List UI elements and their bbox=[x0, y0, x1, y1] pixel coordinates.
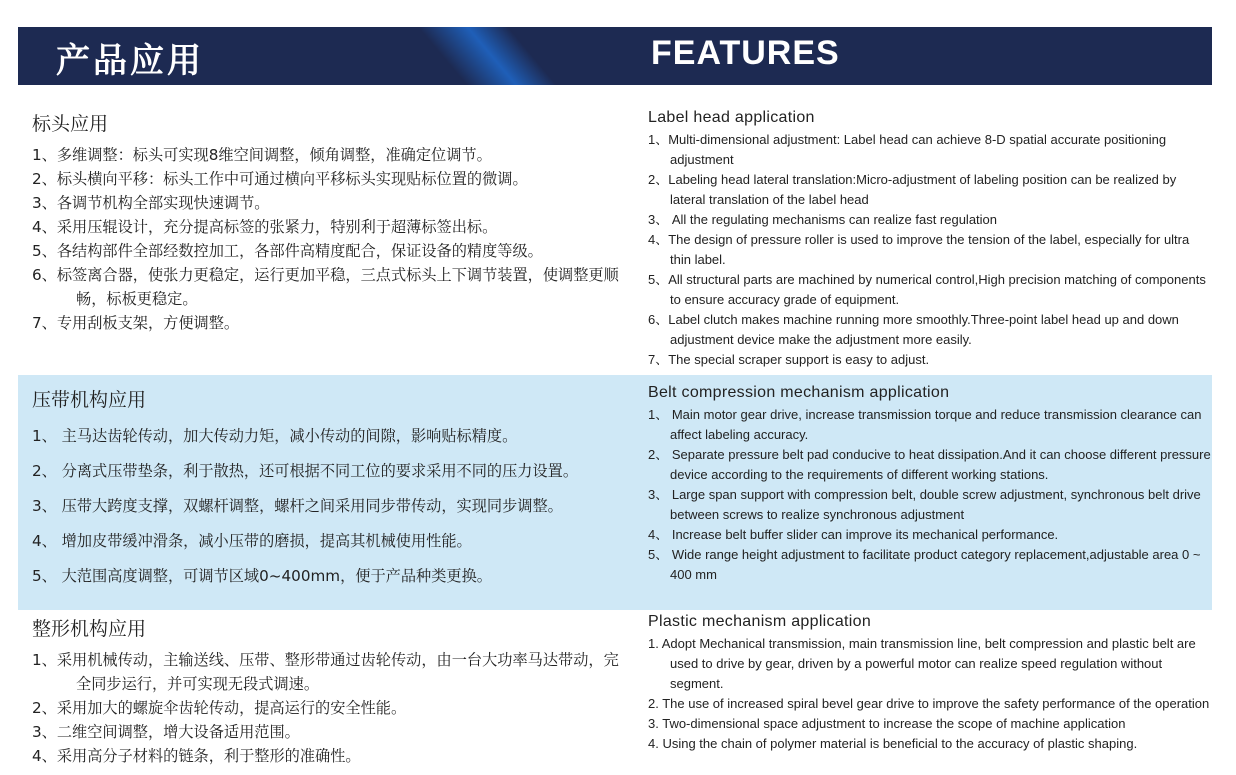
list-item: 3、二维空间调整，增大设备适用范围。 bbox=[32, 723, 300, 741]
list-item: 1. Adopt Mechanical transmission, main transmission line, belt compression and plastic belt are used to drive by gear, driven by a powerful motor can realize speed regulation without segment. bbox=[648, 636, 1196, 691]
list-item: 5、All structural parts are machined by numerical control,High precision matching of components to ensure accuracy grade of equipment. bbox=[648, 272, 1206, 307]
feature-list-en bbox=[648, 130, 1213, 370]
header-title-en: FEATURES bbox=[651, 34, 840, 72]
list-item: 1、 Main motor gear drive, increase transmission torque and reduce transmission clearance can affect labeling accuracy. bbox=[648, 407, 1202, 442]
list-item: 1、Multi-dimensional adjustment: Label head can achieve 8-D spatial accurate positioning adjustment bbox=[648, 132, 1167, 167]
list-item: 4、 Increase belt buffer slider can improve its mechanical performance. bbox=[648, 527, 1059, 542]
list-item: 4、 增加皮带缓冲滑条，减小压带的磨损，提高其机械使用性能。 bbox=[32, 532, 472, 550]
section-label-head-cn bbox=[32, 111, 632, 335]
section-title-cn: 标头应用 bbox=[32, 113, 109, 135]
section-title-cn: 压带机构应用 bbox=[32, 389, 147, 411]
feature-list-cn bbox=[32, 648, 632, 768]
list-item: 6、标签离合器，使张力更稳定，运行更加平稳，三点式标头上下调节装置，使调整更顺畅，标板更稳定。 bbox=[32, 266, 619, 308]
header-banner bbox=[18, 27, 1212, 85]
header-accent-stripe bbox=[418, 27, 557, 85]
list-item: 7、专用刮板支架，方便调整。 bbox=[32, 314, 240, 332]
feature-list-cn bbox=[32, 419, 632, 594]
list-item: 3、 Large span support with compression belt, double screw adjustment, synchronous belt drive between screws to realize synchronous adjustment bbox=[648, 487, 1201, 522]
list-item: 1、 主马达齿轮传动，加大传动力矩，减小传动的间隙，影响贴标精度。 bbox=[32, 427, 518, 445]
section-title-cn: 整形机构应用 bbox=[32, 618, 147, 640]
list-item: 3. Two-dimensional space adjustment to increase the scope of machine application bbox=[648, 716, 1126, 731]
list-item: 4、采用高分子材料的链条，利于整形的准确性。 bbox=[32, 747, 361, 765]
feature-list-en bbox=[648, 405, 1213, 585]
section-plastic-mechanism-cn bbox=[32, 616, 632, 768]
list-item: 5、各结构部件全部经数控加工，各部件高精度配合，保证设备的精度等级。 bbox=[32, 242, 543, 260]
list-item: 2、 分离式压带垫条，利于散热，还可根据不同工位的要求采用不同的压力设置。 bbox=[32, 462, 579, 480]
list-item: 2、标头横向平移：标头工作中可通过横向平移标头实现贴标位置的微调。 bbox=[32, 170, 528, 188]
list-item: 4、The design of pressure roller is used to improve the tension of the label, especially for ultra thin label. bbox=[648, 232, 1190, 267]
list-item: 2、Labeling head lateral translation:Micro-adjustment of labeling position can be realized by lateral translation of the label head bbox=[648, 172, 1177, 207]
list-item: 3、 压带大跨度支撑，双螺杆调整，螺杆之间采用同步带传动，实现同步调整。 bbox=[32, 497, 563, 515]
list-item: 2. The use of increased spiral bevel gear drive to improve the safety performance of the operation bbox=[648, 696, 1210, 711]
list-item: 1、采用机械传动，主输送线、压带、整形带通过齿轮传动，由一台大功率马达带动，完全同步运行，并可实现无段式调速。 bbox=[32, 651, 619, 693]
section-belt-compression bbox=[18, 375, 1212, 610]
section-title-en: Plastic mechanism application bbox=[648, 613, 872, 630]
feature-list-en bbox=[648, 634, 1213, 754]
section-belt-compression-cn bbox=[32, 387, 632, 594]
list-item: 6、Label clutch makes machine running more smoothly.Three-point label head up and down adjustment device make the adjustment more easily. bbox=[648, 312, 1179, 347]
feature-list-cn bbox=[32, 143, 632, 335]
section-plastic-mechanism bbox=[18, 612, 1212, 775]
list-item: 2、采用加大的螺旋伞齿轮传动，提高运行的安全性能。 bbox=[32, 699, 407, 717]
section-title-en: Belt compression mechanism application bbox=[648, 384, 950, 401]
list-item: 1、多维调整：标头可实现8维空间调整，倾角调整，准确定位调节。 bbox=[32, 146, 492, 164]
list-item: 4、采用压辊设计，充分提高标签的张紧力，特别利于超薄标签出标。 bbox=[32, 218, 498, 236]
section-belt-compression-en bbox=[648, 383, 1213, 585]
list-item: 4. Using the chain of polymer material is beneficial to the accuracy of plastic shaping. bbox=[648, 736, 1138, 751]
section-label-head bbox=[18, 103, 1212, 373]
list-item: 2、 Separate pressure belt pad conducive to heat dissipation.And it can choose different pressure device according to the requirements of different working stations. bbox=[648, 447, 1211, 482]
section-label-head-en bbox=[648, 108, 1213, 370]
header-title-cn: 产品应用 bbox=[56, 41, 204, 81]
section-title-en: Label head application bbox=[648, 109, 815, 126]
list-item: 3、 All the regulating mechanisms can realize fast regulation bbox=[648, 212, 998, 227]
list-item: 5、 Wide range height adjustment to facilitate product category replacement,adjustable area 0 ~ 400 mm bbox=[648, 547, 1201, 582]
list-item: 5、 大范围高度调整，可调节区域0~400mm，便于产品种类更换。 bbox=[32, 567, 492, 585]
section-plastic-mechanism-en bbox=[648, 612, 1213, 754]
list-item: 7、The special scraper support is easy to adjust. bbox=[648, 352, 930, 367]
list-item: 3、各调节机构全部实现快速调节。 bbox=[32, 194, 270, 212]
